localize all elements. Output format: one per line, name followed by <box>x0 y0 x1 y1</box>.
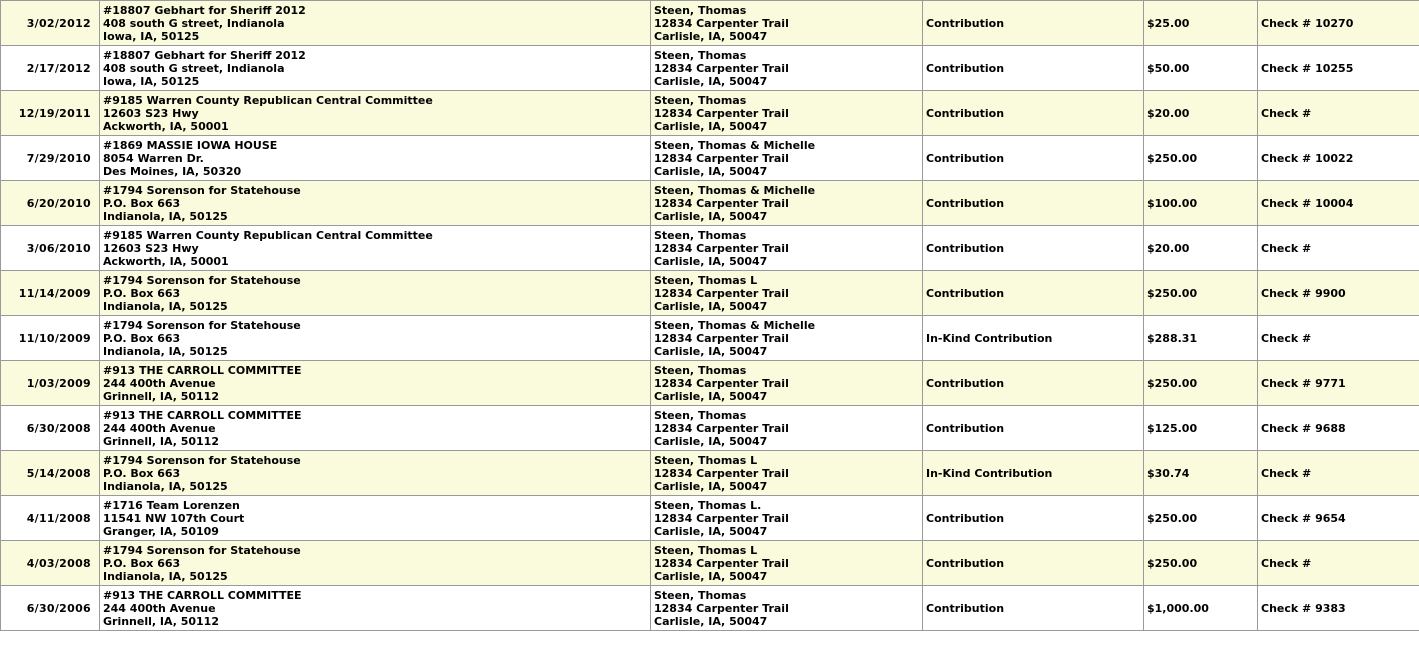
committee-cell <box>100 181 651 226</box>
type-cell <box>923 136 1144 181</box>
transaction-type: Contribution <box>926 241 1005 255</box>
date-cell <box>1 361 100 406</box>
transaction-type: Contribution <box>926 556 1005 570</box>
table-row <box>1 271 1419 316</box>
contributor-address: 12834 Carpenter Trail <box>654 286 789 300</box>
transaction-date: 6/30/2008 <box>26 421 91 435</box>
type-cell <box>923 586 1144 631</box>
committee-cell <box>100 406 651 451</box>
contributor-name: Steen, Thomas & Michelle <box>654 318 816 332</box>
table-row <box>1 316 1419 361</box>
type-cell <box>923 496 1144 541</box>
transaction-type: Contribution <box>926 286 1005 300</box>
committee-cell <box>100 496 651 541</box>
date-cell <box>1 1 100 46</box>
contributor-city-state-zip: Carlisle, IA, 50047 <box>654 434 768 448</box>
transaction-amount: $250.00 <box>1147 556 1198 570</box>
contributor-cell <box>651 136 923 181</box>
amount-cell <box>1144 541 1258 586</box>
type-cell <box>923 91 1144 136</box>
check-cell <box>1258 181 1419 226</box>
table-row <box>1 406 1419 451</box>
contributor-city-state-zip: Carlisle, IA, 50047 <box>654 524 768 538</box>
committee-name: #1716 Team Lorenzen <box>103 498 240 512</box>
check-cell <box>1258 496 1419 541</box>
contributor-name: Steen, Thomas & Michelle <box>654 183 816 197</box>
committee-city-state-zip: Ackworth, IA, 50001 <box>103 254 229 268</box>
transaction-amount: $50.00 <box>1147 61 1190 75</box>
amount-cell <box>1144 46 1258 91</box>
committee-address: 8054 Warren Dr. <box>103 151 204 165</box>
contributor-name: Steen, Thomas L <box>654 543 758 557</box>
transaction-date: 11/14/2009 <box>18 286 91 300</box>
table-row <box>1 361 1419 406</box>
contributor-name: Steen, Thomas <box>654 588 747 602</box>
committee-name: #1794 Sorenson for Statehouse <box>103 453 301 467</box>
committee-address: P.O. Box 663 <box>103 196 181 210</box>
check-cell <box>1258 91 1419 136</box>
contributor-address: 12834 Carpenter Trail <box>654 511 789 525</box>
contributor-cell <box>651 451 923 496</box>
check-number: Check # 9383 <box>1261 601 1346 615</box>
committee-city-state-zip: Indianola, IA, 50125 <box>103 209 228 223</box>
check-number: Check # 10022 <box>1261 151 1354 165</box>
check-number: Check # 9654 <box>1261 511 1346 525</box>
contributor-city-state-zip: Carlisle, IA, 50047 <box>654 569 768 583</box>
transaction-type: Contribution <box>926 601 1005 615</box>
committee-city-state-zip: Indianola, IA, 50125 <box>103 299 228 313</box>
committee-name: #1794 Sorenson for Statehouse <box>103 273 301 287</box>
transaction-date: 4/11/2008 <box>26 511 91 525</box>
date-cell <box>1 226 100 271</box>
committee-name: #913 THE CARROLL COMMITTEE <box>103 408 302 422</box>
committee-city-state-zip: Iowa, IA, 50125 <box>103 74 200 88</box>
contributor-address: 12834 Carpenter Trail <box>654 466 789 480</box>
check-cell <box>1258 316 1419 361</box>
contributor-city-state-zip: Carlisle, IA, 50047 <box>654 209 768 223</box>
committee-name: #1794 Sorenson for Statehouse <box>103 183 301 197</box>
transaction-date: 7/29/2010 <box>26 151 91 165</box>
committee-city-state-zip: Iowa, IA, 50125 <box>103 29 200 43</box>
contributor-cell <box>651 226 923 271</box>
contributor-name: Steen, Thomas L <box>654 273 758 287</box>
committee-name: #913 THE CARROLL COMMITTEE <box>103 363 302 377</box>
contributor-cell <box>651 271 923 316</box>
contributor-city-state-zip: Carlisle, IA, 50047 <box>654 29 768 43</box>
transaction-type: In-Kind Contribution <box>926 466 1053 480</box>
transaction-type: Contribution <box>926 151 1005 165</box>
check-number: Check # <box>1261 556 1312 570</box>
date-cell <box>1 586 100 631</box>
contributor-address: 12834 Carpenter Trail <box>654 16 789 30</box>
contributor-cell <box>651 496 923 541</box>
transaction-amount: $30.74 <box>1147 466 1190 480</box>
table-row <box>1 1 1419 46</box>
transaction-amount: $100.00 <box>1147 196 1198 210</box>
committee-address: P.O. Box 663 <box>103 466 181 480</box>
date-cell <box>1 316 100 361</box>
committee-cell <box>100 1 651 46</box>
committee-city-state-zip: Des Moines, IA, 50320 <box>103 164 242 178</box>
transaction-date: 1/03/2009 <box>26 376 91 390</box>
amount-cell <box>1144 136 1258 181</box>
committee-cell <box>100 451 651 496</box>
contributor-city-state-zip: Carlisle, IA, 50047 <box>654 389 768 403</box>
type-cell <box>923 361 1144 406</box>
transaction-date: 11/10/2009 <box>18 331 91 345</box>
committee-address: 408 south G street, Indianola <box>103 16 285 30</box>
check-number: Check # 10004 <box>1261 196 1354 210</box>
date-cell <box>1 181 100 226</box>
committee-cell <box>100 586 651 631</box>
transaction-date: 6/30/2006 <box>26 601 91 615</box>
transaction-type: Contribution <box>926 511 1005 525</box>
committee-address: P.O. Box 663 <box>103 286 181 300</box>
check-cell <box>1258 46 1419 91</box>
table-row <box>1 91 1419 136</box>
contributor-cell <box>651 1 923 46</box>
amount-cell <box>1144 361 1258 406</box>
type-cell <box>923 226 1144 271</box>
committee-cell <box>100 361 651 406</box>
transaction-date: 3/06/2010 <box>26 241 91 255</box>
committee-cell <box>100 271 651 316</box>
transaction-amount: $25.00 <box>1147 16 1190 30</box>
transaction-date: 6/20/2010 <box>26 196 91 210</box>
amount-cell <box>1144 496 1258 541</box>
transaction-type: Contribution <box>926 421 1005 435</box>
check-cell <box>1258 136 1419 181</box>
transaction-type: Contribution <box>926 376 1005 390</box>
committee-city-state-zip: Granger, IA, 50109 <box>103 524 219 538</box>
contributor-cell <box>651 181 923 226</box>
contributor-name: Steen, Thomas L. <box>654 498 762 512</box>
contributor-cell <box>651 46 923 91</box>
committee-city-state-zip: Grinnell, IA, 50112 <box>103 389 219 403</box>
amount-cell <box>1144 271 1258 316</box>
check-number: Check # <box>1261 106 1312 120</box>
amount-cell <box>1144 226 1258 271</box>
type-cell <box>923 181 1144 226</box>
contributor-address: 12834 Carpenter Trail <box>654 556 789 570</box>
table-row <box>1 496 1419 541</box>
check-number: Check # 10270 <box>1261 16 1354 30</box>
check-number: Check # 9771 <box>1261 376 1346 390</box>
contributor-name: Steen, Thomas <box>654 3 747 17</box>
transaction-date: 4/03/2008 <box>26 556 91 570</box>
committee-cell <box>100 226 651 271</box>
date-cell <box>1 496 100 541</box>
amount-cell <box>1144 91 1258 136</box>
contributor-cell <box>651 541 923 586</box>
contributor-name: Steen, Thomas & Michelle <box>654 138 816 152</box>
committee-name: #913 THE CARROLL COMMITTEE <box>103 588 302 602</box>
type-cell <box>923 406 1144 451</box>
contributor-address: 12834 Carpenter Trail <box>654 106 789 120</box>
transaction-amount: $250.00 <box>1147 376 1198 390</box>
committee-city-state-zip: Grinnell, IA, 50112 <box>103 434 219 448</box>
transaction-date: 12/19/2011 <box>18 106 91 120</box>
contributor-name: Steen, Thomas <box>654 93 747 107</box>
type-cell <box>923 271 1144 316</box>
contributor-address: 12834 Carpenter Trail <box>654 196 789 210</box>
contributor-name: Steen, Thomas <box>654 48 747 62</box>
check-number: Check # 10255 <box>1261 61 1354 75</box>
transaction-amount: $20.00 <box>1147 106 1190 120</box>
check-number: Check # 9900 <box>1261 286 1346 300</box>
date-cell <box>1 91 100 136</box>
table-row <box>1 46 1419 91</box>
transaction-date: 3/02/2012 <box>26 16 91 30</box>
check-number: Check # <box>1261 466 1312 480</box>
contributor-address: 12834 Carpenter Trail <box>654 331 789 345</box>
check-cell <box>1258 541 1419 586</box>
transaction-type: Contribution <box>926 61 1005 75</box>
contributor-name: Steen, Thomas <box>654 363 747 377</box>
committee-address: 12603 S23 Hwy <box>103 106 199 120</box>
committee-name: #18807 Gebhart for Sheriff 2012 <box>103 3 306 17</box>
table-row <box>1 586 1419 631</box>
transaction-type: Contribution <box>926 196 1005 210</box>
transaction-amount: $1,000.00 <box>1147 601 1209 615</box>
contributor-city-state-zip: Carlisle, IA, 50047 <box>654 119 768 133</box>
committee-address: P.O. Box 663 <box>103 556 181 570</box>
contributor-cell <box>651 361 923 406</box>
check-cell <box>1258 406 1419 451</box>
transaction-type: In-Kind Contribution <box>926 331 1053 345</box>
committee-city-state-zip: Indianola, IA, 50125 <box>103 479 228 493</box>
transaction-amount: $250.00 <box>1147 286 1198 300</box>
check-number: Check # <box>1261 331 1312 345</box>
amount-cell <box>1144 316 1258 361</box>
type-cell <box>923 316 1144 361</box>
committee-cell <box>100 316 651 361</box>
date-cell <box>1 136 100 181</box>
contributor-city-state-zip: Carlisle, IA, 50047 <box>654 479 768 493</box>
committee-city-state-zip: Grinnell, IA, 50112 <box>103 614 219 628</box>
table-row <box>1 451 1419 496</box>
contributor-address: 12834 Carpenter Trail <box>654 61 789 75</box>
contributor-address: 12834 Carpenter Trail <box>654 601 789 615</box>
type-cell <box>923 46 1144 91</box>
check-cell <box>1258 586 1419 631</box>
transaction-amount: $20.00 <box>1147 241 1190 255</box>
committee-address: 408 south G street, Indianola <box>103 61 285 75</box>
transaction-type: Contribution <box>926 16 1005 30</box>
contributor-city-state-zip: Carlisle, IA, 50047 <box>654 299 768 313</box>
contributor-address: 12834 Carpenter Trail <box>654 376 789 390</box>
committee-city-state-zip: Ackworth, IA, 50001 <box>103 119 229 133</box>
contributor-address: 12834 Carpenter Trail <box>654 151 789 165</box>
transaction-type: Contribution <box>926 106 1005 120</box>
transaction-amount: $250.00 <box>1147 511 1198 525</box>
transaction-date: 2/17/2012 <box>26 61 91 75</box>
committee-cell <box>100 136 651 181</box>
type-cell <box>923 1 1144 46</box>
contributor-cell <box>651 316 923 361</box>
amount-cell <box>1144 586 1258 631</box>
transaction-date: 5/14/2008 <box>26 466 91 480</box>
committee-name: #1794 Sorenson for Statehouse <box>103 318 301 332</box>
contributor-city-state-zip: Carlisle, IA, 50047 <box>654 74 768 88</box>
date-cell <box>1 541 100 586</box>
contributor-city-state-zip: Carlisle, IA, 50047 <box>654 164 768 178</box>
committee-cell <box>100 541 651 586</box>
contributor-name: Steen, Thomas <box>654 228 747 242</box>
committee-name: #1869 MASSIE IOWA HOUSE <box>103 138 278 152</box>
contributor-address: 12834 Carpenter Trail <box>654 421 789 435</box>
committee-name: #9185 Warren County Republican Central Committee <box>103 93 433 107</box>
committee-city-state-zip: Indianola, IA, 50125 <box>103 569 228 583</box>
date-cell <box>1 271 100 316</box>
committee-name: #18807 Gebhart for Sheriff 2012 <box>103 48 306 62</box>
date-cell <box>1 451 100 496</box>
contributor-city-state-zip: Carlisle, IA, 50047 <box>654 254 768 268</box>
committee-address: 244 400th Avenue <box>103 601 216 615</box>
committee-address: 11541 NW 107th Court <box>103 511 245 525</box>
contributor-city-state-zip: Carlisle, IA, 50047 <box>654 614 768 628</box>
check-cell <box>1258 271 1419 316</box>
transaction-amount: $125.00 <box>1147 421 1198 435</box>
committee-address: 244 400th Avenue <box>103 421 216 435</box>
committee-name: #1794 Sorenson for Statehouse <box>103 543 301 557</box>
contributions-table-body <box>1 1 1419 631</box>
type-cell <box>923 451 1144 496</box>
amount-cell <box>1144 451 1258 496</box>
committee-name: #9185 Warren County Republican Central Committee <box>103 228 433 242</box>
contributor-city-state-zip: Carlisle, IA, 50047 <box>654 344 768 358</box>
table-row <box>1 181 1419 226</box>
table-row <box>1 541 1419 586</box>
type-cell <box>923 541 1144 586</box>
transaction-amount: $250.00 <box>1147 151 1198 165</box>
transaction-amount: $288.31 <box>1147 331 1198 345</box>
check-cell <box>1258 226 1419 271</box>
table-row <box>1 136 1419 181</box>
check-number: Check # 9688 <box>1261 421 1346 435</box>
amount-cell <box>1144 181 1258 226</box>
contributor-cell <box>651 91 923 136</box>
check-cell <box>1258 451 1419 496</box>
amount-cell <box>1144 1 1258 46</box>
date-cell <box>1 406 100 451</box>
committee-address: P.O. Box 663 <box>103 331 181 345</box>
committee-city-state-zip: Indianola, IA, 50125 <box>103 344 228 358</box>
check-cell <box>1258 361 1419 406</box>
committee-cell <box>100 46 651 91</box>
date-cell <box>1 46 100 91</box>
contributor-cell <box>651 406 923 451</box>
contributor-cell <box>651 586 923 631</box>
contributor-address: 12834 Carpenter Trail <box>654 241 789 255</box>
table-row <box>1 226 1419 271</box>
committee-address: 12603 S23 Hwy <box>103 241 199 255</box>
committee-address: 244 400th Avenue <box>103 376 216 390</box>
contributor-name: Steen, Thomas L <box>654 453 758 467</box>
contributor-name: Steen, Thomas <box>654 408 747 422</box>
amount-cell <box>1144 406 1258 451</box>
committee-cell <box>100 91 651 136</box>
check-number: Check # <box>1261 241 1312 255</box>
check-cell <box>1258 1 1419 46</box>
